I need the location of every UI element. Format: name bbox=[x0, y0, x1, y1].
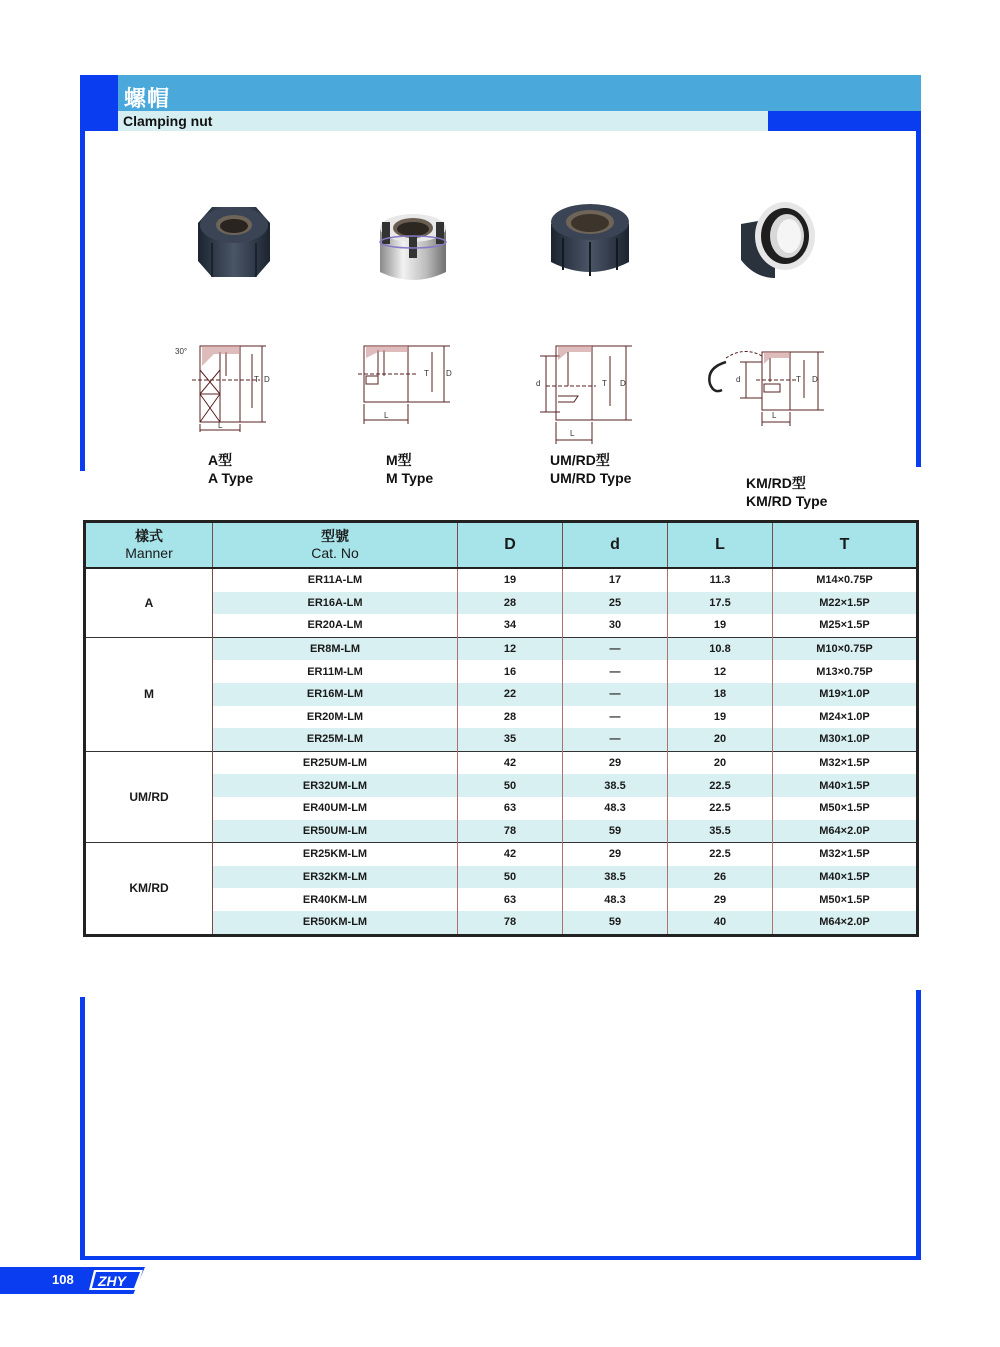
drawing-um-rd-type bbox=[532, 340, 642, 450]
type-label-m: M型 M Type bbox=[386, 452, 434, 486]
svg-text:D: D bbox=[620, 379, 626, 388]
svg-text:T: T bbox=[254, 375, 259, 384]
svg-text:T: T bbox=[796, 375, 801, 384]
svg-text:L: L bbox=[570, 429, 575, 438]
svg-text:d: d bbox=[536, 379, 541, 388]
product-photo-a-type bbox=[192, 195, 276, 283]
table-row: ER50KM-LM 78 59 40 M64×2.0P bbox=[85, 911, 918, 935]
col-header-T: T bbox=[773, 522, 918, 569]
svg-text:ZHY: ZHY bbox=[98, 1273, 126, 1289]
frame-left-bottom bbox=[80, 997, 85, 1259]
title-banner bbox=[80, 75, 921, 111]
spec-table bbox=[83, 520, 919, 937]
table-row: ER11M-LM 16 — 12 M13×0.75P bbox=[85, 660, 918, 683]
table-row: ER40KM-LM 63 48.3 29 M50×1.5P bbox=[85, 888, 918, 911]
table-row: ER32KM-LM 50 38.5 26 M40×1.5P bbox=[85, 866, 918, 889]
svg-text:D: D bbox=[812, 375, 818, 384]
page-title-cn: 螺帽 bbox=[124, 87, 171, 112]
page-number: 108 bbox=[52, 1272, 74, 1287]
type-label-km-rd: KM/RD型 KM/RD Type bbox=[746, 475, 828, 509]
product-photo-km-rd-type bbox=[735, 198, 819, 282]
svg-text:D: D bbox=[446, 369, 452, 378]
frame-right-bottom bbox=[916, 990, 921, 1260]
table-row: UM/RD ER25UM-LM 42 29 20 M32×1.5P bbox=[85, 751, 918, 774]
type-label-um-rd: UM/RD型 UM/RD Type bbox=[550, 452, 632, 486]
col-header-L: L bbox=[668, 522, 773, 569]
manner-cell: KM/RD bbox=[85, 843, 213, 935]
col-header-d: d bbox=[563, 522, 668, 569]
drawing-km-rd-type bbox=[700, 338, 830, 430]
table-row: A ER11A-LM 19 17 11.3 M14×0.75P bbox=[85, 568, 918, 592]
product-photo-m-type bbox=[376, 198, 450, 284]
table-row: ER32UM-LM 50 38.5 22.5 M40×1.5P bbox=[85, 774, 918, 797]
svg-text:L: L bbox=[218, 421, 223, 430]
table-row: ER20M-LM 28 — 19 M24×1.0P bbox=[85, 706, 918, 729]
manner-cell: UM/RD bbox=[85, 751, 213, 842]
angle-label: 30° bbox=[175, 347, 188, 356]
frame-right-top bbox=[916, 131, 921, 467]
frame-left-top bbox=[80, 131, 85, 471]
table-row: ER25M-LM 35 — 20 M30×1.0P bbox=[85, 728, 918, 751]
col-header-catno: 型號 Cat. No bbox=[213, 522, 458, 569]
table-row: ER50UM-LM 78 59 35.5 M64×2.0P bbox=[85, 820, 918, 843]
frame-bottom bbox=[80, 1256, 921, 1260]
zhy-logo-icon bbox=[88, 1269, 144, 1291]
table-row: ER16M-LM 22 — 18 M19×1.0P bbox=[85, 683, 918, 706]
product-photo-um-rd-type bbox=[545, 192, 635, 282]
col-header-D: D bbox=[458, 522, 563, 569]
manner-cell: M bbox=[85, 637, 213, 751]
drawing-a-type bbox=[170, 340, 280, 432]
table-row: ER40UM-LM 63 48.3 22.5 M50×1.5P bbox=[85, 797, 918, 820]
banner-accent-left bbox=[80, 75, 118, 131]
table-header-row bbox=[85, 522, 918, 569]
type-label-a: A型 A Type bbox=[208, 452, 254, 486]
svg-text:d: d bbox=[736, 375, 741, 384]
drawing-m-type bbox=[358, 340, 458, 432]
page-title-en: Clamping nut bbox=[123, 113, 213, 129]
svg-text:D: D bbox=[264, 375, 270, 384]
svg-text:T: T bbox=[602, 379, 607, 388]
col-header-manner: 樣式 Manner bbox=[85, 522, 213, 569]
banner-accent-right bbox=[768, 111, 921, 131]
manner-cell: A bbox=[85, 568, 213, 637]
table-row: ER16A-LM 28 25 17.5 M22×1.5P bbox=[85, 592, 918, 615]
svg-text:L: L bbox=[384, 411, 389, 420]
subtitle-banner bbox=[118, 111, 768, 131]
table-row: ER20A-LM 34 30 19 M25×1.5P bbox=[85, 614, 918, 637]
svg-text:L: L bbox=[772, 411, 777, 420]
table-row: KM/RD ER25KM-LM 42 29 22.5 M32×1.5P bbox=[85, 843, 918, 866]
svg-text:T: T bbox=[424, 369, 429, 378]
table-row: M ER8M-LM 12 — 10.8 M10×0.75P bbox=[85, 637, 918, 660]
